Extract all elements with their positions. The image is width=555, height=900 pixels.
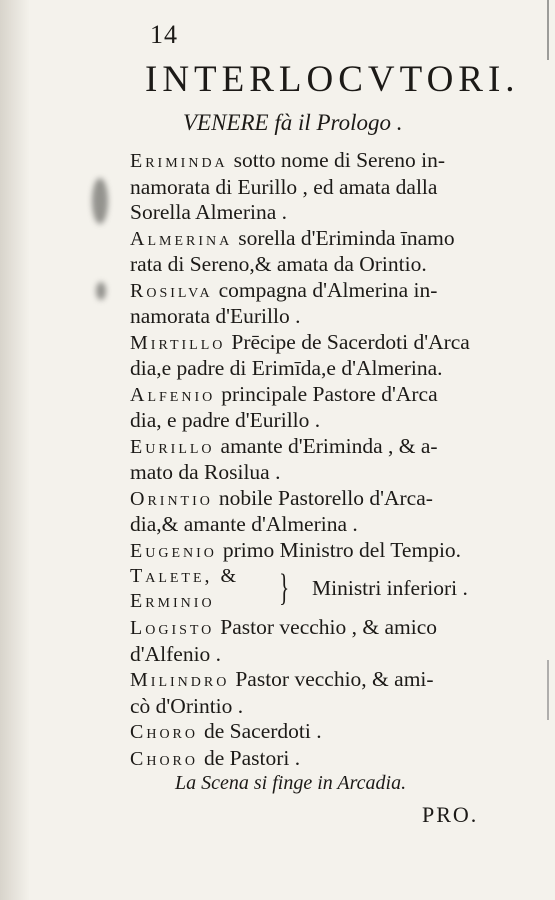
character-description: Pastor vecchio, & ami- [235,667,434,691]
scene-note: La Scena si finge in Arcadia. [175,772,407,794]
character-description: Sorella Almerina . [130,200,288,224]
character-entry-continuation [130,252,530,278]
character-entry [130,148,530,175]
character-entry [130,746,530,773]
character-description: nobile Pastorello d'Arca- [218,485,433,510]
character-entry-continuation [130,694,530,720]
character-name: Erminio [130,590,215,612]
character-name: Eurillo [130,435,215,458]
character-entry [130,538,530,565]
page-title: INTERLOCVTORI. [145,59,520,100]
character-group [130,564,530,615]
character-entry-continuation [130,460,530,486]
character-description: de Sacerdoti . [204,719,322,743]
character-name: Choro [130,721,199,743]
binding-shadow [0,0,30,900]
character-description: dia,& amante d'Almerina . [130,512,358,536]
character-description: sorella d'Eriminda īnamo [238,225,455,250]
character-entry [130,330,530,357]
character-description: namorata d'Eurillo . [130,304,301,328]
character-entry-continuation [130,408,530,434]
character-entry [130,667,530,694]
character-name: Rosilva [130,279,213,302]
character-description: dia, e padre d'Eurillo . [130,408,321,432]
character-description: mato da Rosilua . [130,460,281,484]
character-entries [130,615,530,772]
character-name: Eriminda [130,150,228,172]
character-description: namorata di Eurillo , ed amata dalla [130,174,438,199]
character-entry [130,278,530,305]
page-edge [547,0,549,900]
character-entry [130,382,530,409]
character-description: amante d'Eriminda , & a- [220,433,438,458]
ink-smudge [96,282,106,300]
character-description: dia,e padre di Erimīda,e d'Almerina. [130,356,443,380]
character-description: Pastor vecchio , & amico [220,615,438,639]
character-entry [130,615,530,642]
character-entry-continuation [130,512,530,538]
character-description: sotto nome di Sereno in- [233,148,446,172]
character-entry-continuation [130,200,530,226]
character-entries [130,148,530,564]
character-entry [130,226,530,253]
character-entry-continuation [130,642,530,668]
character-description: primo Ministro del Tempio. [222,537,462,562]
character-name: Eugenio [130,539,217,562]
character-entry [130,434,530,461]
ink-smudge [92,178,108,224]
character-name: Logisto [130,617,215,639]
character-entry-continuation [130,304,530,330]
catchword: PRO. [422,802,479,827]
character-name: Milindro [130,669,230,691]
prologue-note: VENERE fà il Prologo . [183,110,403,135]
character-entry [130,486,530,513]
character-entry [130,719,530,746]
page-number: 14 [150,20,178,49]
character-description: cò d'Orintio . [130,693,244,718]
character-list [130,148,530,772]
character-description: compagna d'Almerina in- [218,277,438,302]
character-name: Choro [130,747,199,770]
brace-symbol: } [279,567,290,609]
character-name: Alfenio [130,383,216,406]
character-description: Ministri inferiori . [312,576,468,600]
character-description: principale Pastore d'Arca [221,381,438,406]
character-entry-continuation [130,175,530,201]
character-name: Orintio [130,487,213,510]
character-description: Prēcipe de Sacerdoti d'Arca [231,329,470,354]
character-description: de Pastori . [204,745,301,770]
character-name: Talete, & [130,565,240,587]
character-description: d'Alfenio . [130,641,222,666]
character-name: Almerina [130,227,233,250]
character-name: Mirtillo [130,331,226,354]
character-entry-continuation [130,356,530,382]
character-description: rata di Sereno,& amata da Orintio. [130,252,427,276]
